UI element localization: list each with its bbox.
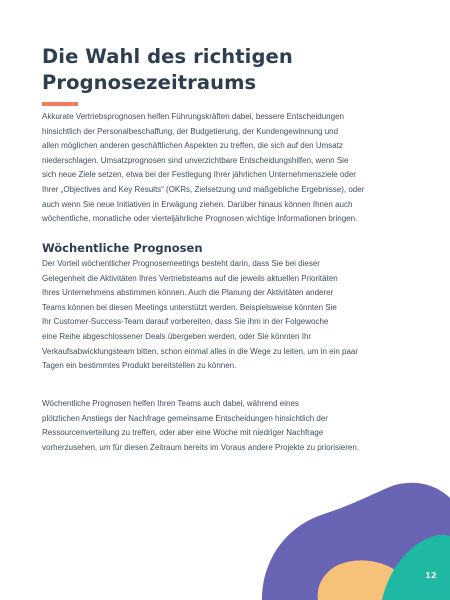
text-line: Gelegenheit die Aktivitäten Ihres Vertriebsteams auf die jeweils aktuellen Prioritäten — [42, 273, 338, 283]
section-heading-weekly: Wöchentliche Prognosen — [42, 241, 203, 255]
text-line: plötzlichen Anstiegs der Nachfrage gemeinsame Entscheidungen hinsichtlich der — [42, 413, 328, 423]
text-line: auch wenn Sie neue Initiativen in Erwägung ziehen. Darüber hinaus können Ihnen auch — [42, 199, 353, 209]
text-line: vorherzusehen, um für diesen Zeitraum bereits im Voraus andere Projekte zu priorisieren. — [42, 442, 360, 452]
text-line: Ihres Unternehmens abstimmen können. Auch die Planung der Aktivitäten anderer — [42, 288, 334, 298]
page-number: 12 — [425, 571, 437, 580]
title-line: Die Wahl des richtigen — [42, 45, 293, 68]
text-line: Wöchentliche Prognosen helfen Ihren Teams auch dabei, während eines — [42, 399, 299, 408]
text-line: Verkaufsabwicklungsteam bitten, schon einmal alles in die Wege zu leiten, um in ein paar — [42, 346, 359, 356]
text-line: Der Vorteil wöchentlicher Prognosemeetings besteht darin, dass Sie bei dieser — [42, 259, 320, 268]
text-line: eine Reihe abgeschlossener Deals übergeben werden, oder Sie könnten Ihr — [42, 331, 312, 341]
text-line: niederschlagen. Umsatzprognosen sind unverzichtbare Entscheidungshilfen, wenn Sie — [42, 155, 349, 165]
text-line: Tagen ein bestimmtes Produkt bereitstellen zu können. — [42, 361, 237, 371]
text-line: wöchentliche, monatliche oder vierteljährliche Prognosen wichtige Informationen bringen. — [42, 214, 358, 224]
text-line: allen möglichen anderen geschäftlichen Aspekten zu treffen, die sich auf den Umsatz — [42, 141, 343, 151]
text-line: hinsichtlich der Personalbeschaffung, der Budgetierung, der Kundengewinnung und — [42, 126, 339, 136]
text-line: Ihrer „Objectives and Key Results“ (OKRs, Zielsetzung und maßgebliche Ergebnisse), oder — [42, 184, 365, 194]
text-line: Ihr Customer-Success-Team darauf vorbereiten, dass Sie ihm in der Folgewoche — [42, 317, 329, 327]
text-line: Teams können bei diesen Meetings unterstützt werden. Beispielsweise könnten Sie — [42, 302, 337, 312]
title-line: Prognosezeitraums — [42, 71, 257, 94]
text-line: Ressourcenverteilung zu treffen, oder aber eine Woche mit niedriger Nachfrage — [42, 428, 324, 438]
text-line: Akkurate Vertriebsprognosen helfen Führungskräften dabei, bessere Entscheidungen — [42, 112, 344, 121]
text-line: sich neue Ziele setzen, etwa bei der Festlegung Ihrer jährlichen Unternehmensziele oder — [42, 170, 356, 180]
